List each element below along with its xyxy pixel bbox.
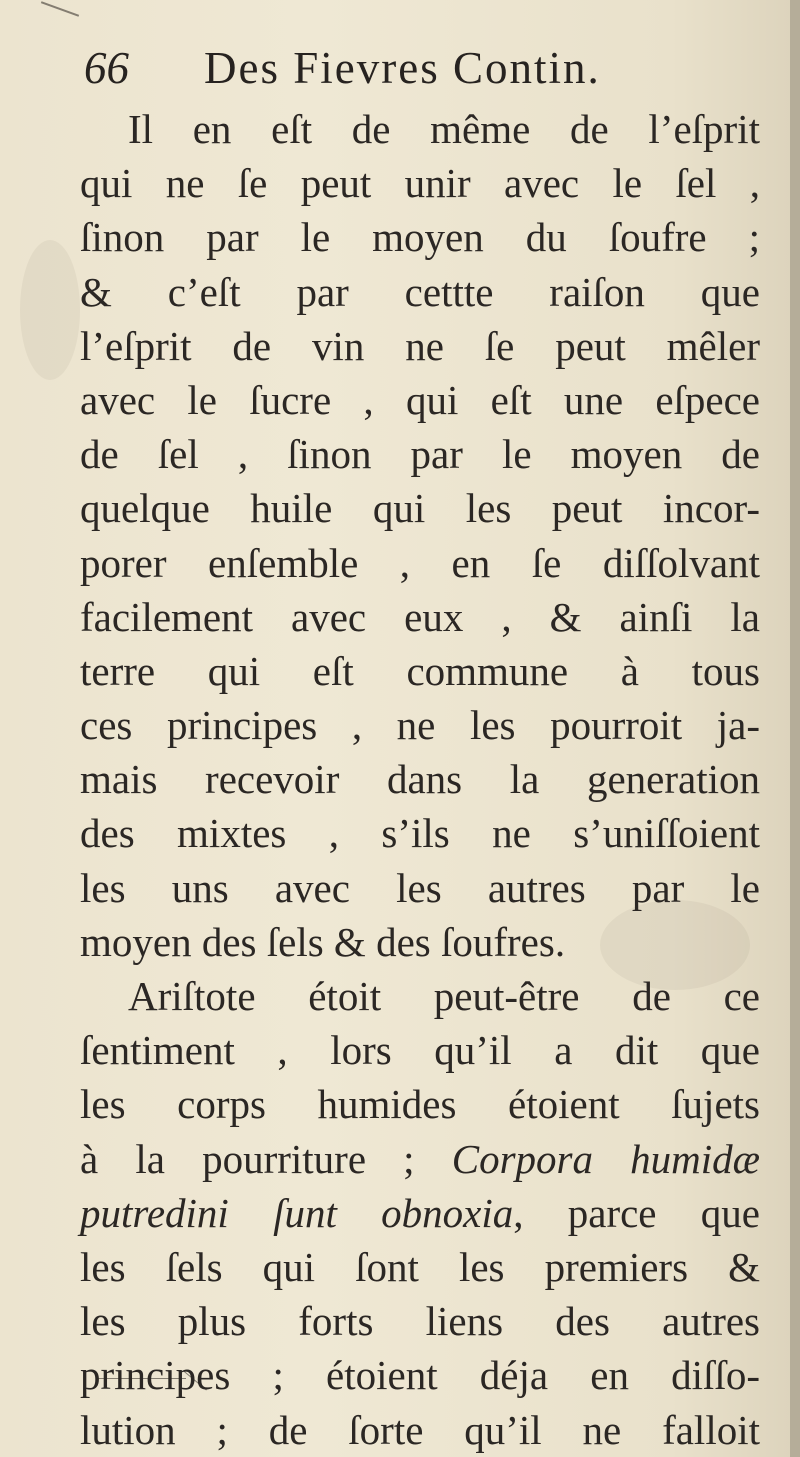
- body-text: [80, 102, 760, 1457]
- text-line: mais recevoir dans la generation: [80, 756, 760, 803]
- text-line: des mixtes , s’ils ne s’uniſſoient: [80, 810, 760, 857]
- text-line: l’eſprit de vin ne ſe peut mêler: [80, 322, 760, 369]
- text-line: terre qui eſt commune à tous: [80, 647, 760, 694]
- text-line: les uns avec les autres par le: [80, 864, 760, 911]
- latin-quote: Corpora humidæ: [451, 1135, 760, 1182]
- text-line: avec le ſucre , qui eſt une eſpece: [80, 376, 760, 423]
- text-line: & c’eſt par cettte raiſon que: [80, 268, 760, 315]
- text-line: porer enſemble , en ſe diſſolvant: [80, 539, 760, 586]
- text-line: ſinon par le moyen du ſoufre ;: [80, 214, 760, 261]
- text-line: [80, 1186, 760, 1240]
- text-line: les ſels qui ſont les premiers &: [80, 1243, 760, 1290]
- paper-stain: [20, 240, 80, 380]
- text-segment: à la pourriture ;: [80, 1135, 415, 1182]
- text-line: Il en eſt de même de l’eſprit: [128, 106, 760, 152]
- text-line: lution ; de ſorte qu’il ne falloit: [80, 1406, 760, 1453]
- page-header: [84, 42, 764, 102]
- scratch-mark: [41, 1, 79, 17]
- text-line: Ariſtote étoit peut-être de ce: [128, 973, 760, 1019]
- running-head: Des Fievres Contin.: [204, 43, 601, 93]
- text-line: les corps humides étoient ſujets: [80, 1081, 760, 1128]
- text-line: ces principes , ne les pourroit ja-: [80, 702, 760, 749]
- text-line: principes ; étoient déja en diſſo-: [80, 1352, 760, 1399]
- text-segment: , parce que: [513, 1189, 760, 1236]
- text-line: moyen des ſels & des ſoufres.: [80, 918, 566, 965]
- text-line: [80, 1132, 760, 1186]
- text-line: ſentiment , lors qu’il a dit que: [80, 1027, 760, 1074]
- text-line: qui ne ſe peut unir avec le ſel ,: [80, 160, 760, 207]
- text-line: quelque huile qui les peut incor-: [80, 485, 760, 532]
- latin-quote: putredini ſunt obnoxia: [80, 1189, 514, 1236]
- text-line: les plus forts liens des autres: [80, 1298, 760, 1345]
- text-line: facilement avec eux , & ainſi la: [80, 593, 760, 640]
- page-number: 66: [84, 43, 129, 93]
- text-line: de ſel , ſinon par le moyen de: [80, 431, 760, 478]
